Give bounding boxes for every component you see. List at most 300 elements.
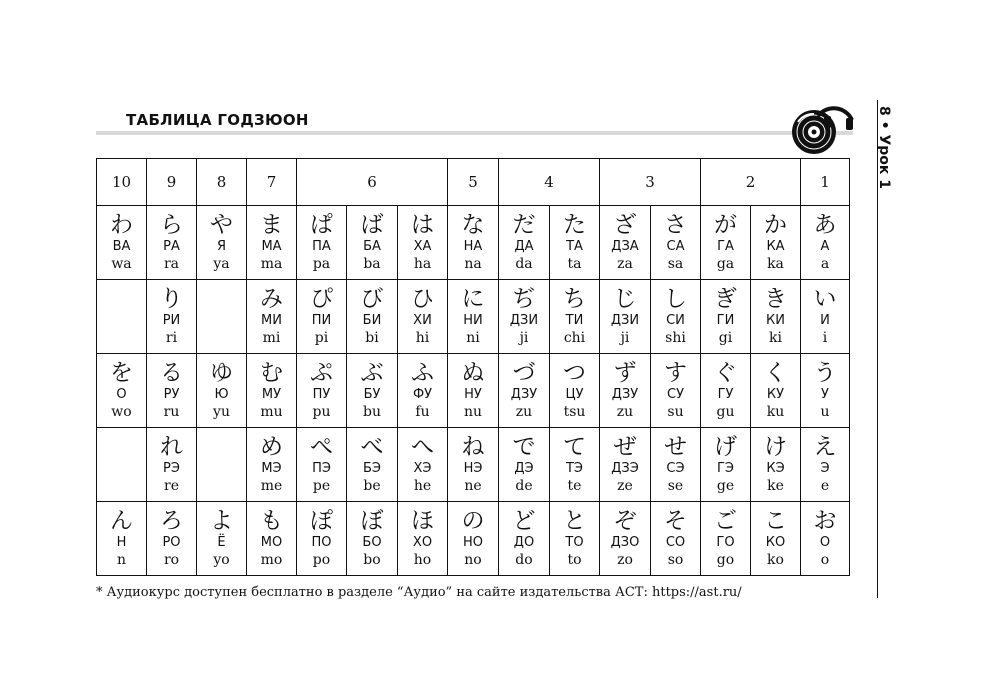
- cyrillic-reading: Н: [116, 534, 127, 550]
- romaji-reading: n: [116, 551, 127, 568]
- romaji-reading: wa: [111, 255, 132, 272]
- kana-char: よ: [210, 507, 233, 534]
- cyrillic-reading: БА: [363, 238, 381, 254]
- kana-cell: [651, 354, 701, 428]
- table-row: [97, 354, 850, 428]
- romaji-reading: ho: [413, 551, 432, 568]
- cyrillic-reading: ПУ: [312, 386, 331, 402]
- cyrillic-reading: БУ: [363, 386, 381, 402]
- kana-cell: [398, 354, 448, 428]
- romaji-reading: me: [260, 477, 283, 494]
- cyrillic-reading: ПО: [311, 534, 332, 550]
- kana-cell: [347, 502, 398, 576]
- romaji-reading: do: [515, 551, 533, 568]
- romaji-reading: ru: [163, 403, 180, 420]
- kana-cell: [751, 428, 801, 502]
- kana-char: む: [260, 359, 283, 386]
- kana-char: け: [764, 433, 787, 460]
- cyrillic-reading: СО: [665, 534, 686, 550]
- kana-cell: [499, 206, 550, 280]
- kana-cell: [651, 428, 701, 502]
- kana-cell: [600, 206, 651, 280]
- romaji-reading: ku: [766, 403, 785, 420]
- kana-char: な: [461, 211, 485, 238]
- romaji-reading: gu: [716, 403, 735, 420]
- romaji-reading: chi: [563, 329, 586, 346]
- kana-cell: [801, 354, 850, 428]
- cyrillic-reading: ДЗУ: [510, 386, 538, 402]
- romaji-reading: mu: [260, 403, 283, 420]
- title-underline: [96, 131, 853, 135]
- kana-char: ぱ: [310, 211, 333, 238]
- kana-cell: [197, 280, 247, 354]
- kana-cell: [297, 502, 347, 576]
- cyrillic-reading: ДО: [513, 534, 535, 550]
- romaji-reading: no: [464, 551, 482, 568]
- kana-char: め: [260, 433, 283, 460]
- kana-cell: [97, 206, 147, 280]
- kana-char: つ: [563, 359, 586, 386]
- kana-char: じ: [613, 285, 637, 312]
- kana-cell: [347, 354, 398, 428]
- cyrillic-reading: Я: [216, 238, 227, 254]
- romaji-reading: ba: [363, 255, 381, 272]
- kana-cell: [701, 280, 751, 354]
- kana-char: も: [260, 507, 283, 534]
- romaji-reading: zu: [515, 403, 533, 420]
- kana-char: さ: [664, 211, 687, 238]
- cyrillic-reading: НИ: [463, 312, 483, 328]
- kana-cell: [297, 428, 347, 502]
- romaji-reading: be: [363, 477, 381, 494]
- romaji-reading: mo: [260, 551, 283, 568]
- romaji-reading: shi: [665, 329, 686, 346]
- romaji-reading: o: [820, 551, 830, 568]
- kana-char: ひ: [411, 285, 434, 312]
- kana-cell: [600, 354, 651, 428]
- cyrillic-reading: МО: [260, 534, 283, 550]
- romaji-reading: hi: [415, 329, 430, 346]
- cyrillic-reading: ДЗИ: [610, 312, 640, 328]
- kana-cell: [347, 428, 398, 502]
- kana-cell: [448, 280, 499, 354]
- column-header: 2: [701, 159, 801, 206]
- romaji-reading: ma: [260, 255, 283, 272]
- cyrillic-reading: НА: [463, 238, 483, 254]
- kana-char: ぬ: [461, 359, 485, 386]
- cyrillic-reading: КИ: [766, 312, 785, 328]
- cyrillic-reading: У: [821, 386, 829, 402]
- romaji-reading: se: [667, 477, 684, 494]
- kana-cell: [247, 502, 297, 576]
- column-header: 10: [97, 159, 147, 206]
- kana-cell: [801, 206, 850, 280]
- cyrillic-reading: ХИ: [413, 312, 432, 328]
- cyrillic-reading: ГЭ: [716, 460, 734, 476]
- cyrillic-reading: ДЗИ: [509, 312, 539, 328]
- side-label-wrap: [862, 106, 892, 196]
- cyrillic-reading: ХЭ: [413, 460, 432, 476]
- romaji-reading: ze: [617, 477, 633, 494]
- romaji-reading: zo: [617, 551, 633, 568]
- kana-char: ず: [613, 359, 637, 386]
- kana-char: ぢ: [512, 285, 536, 312]
- romaji-reading: ji: [620, 329, 630, 346]
- footnote: * Аудиокурс доступен бесплатно в разделе “Аудио” на сайте издательства АСТ: https://ast.ru/: [96, 585, 742, 600]
- cyrillic-reading: ТА: [566, 238, 583, 254]
- kana-char: ど: [512, 507, 536, 534]
- table-row: [97, 206, 850, 280]
- kana-char: は: [411, 211, 434, 238]
- page-lesson-label: 8 • Урок 1: [876, 106, 892, 189]
- romaji-reading: pa: [312, 255, 331, 272]
- kana-char: で: [512, 433, 536, 460]
- romaji-reading: ko: [767, 551, 784, 568]
- cyrillic-reading: МУ: [261, 386, 282, 402]
- romaji-reading: so: [667, 551, 684, 568]
- romaji-reading: ge: [716, 477, 735, 494]
- kana-cell: [600, 280, 651, 354]
- kana-char: ぎ: [714, 285, 737, 312]
- cyrillic-reading: НУ: [464, 386, 482, 402]
- kana-char: に: [461, 285, 485, 312]
- romaji-reading: da: [515, 255, 533, 272]
- kana-char: き: [764, 285, 787, 312]
- kana-cell: [801, 280, 850, 354]
- audio-disc-icon[interactable]: [784, 98, 856, 158]
- cyrillic-reading: КО: [765, 534, 786, 550]
- romaji-reading: to: [567, 551, 582, 568]
- kana-char: れ: [160, 433, 183, 460]
- kana-cell: [147, 428, 197, 502]
- kana-char: ば: [360, 211, 384, 238]
- kana-cell: [801, 502, 850, 576]
- romaji-reading: ya: [213, 255, 230, 272]
- cyrillic-reading: СЭ: [666, 460, 685, 476]
- kana-cell: [600, 502, 651, 576]
- cyrillic-reading: МА: [261, 238, 282, 254]
- romaji-reading: a: [820, 255, 830, 272]
- cyrillic-reading: ВА: [112, 238, 131, 254]
- romaji-reading: te: [567, 477, 582, 494]
- romaji-reading: tsu: [563, 403, 586, 420]
- romaji-reading: nu: [463, 403, 483, 420]
- cyrillic-reading: ГУ: [717, 386, 734, 402]
- cyrillic-reading: ГА: [717, 238, 734, 254]
- kana-char: と: [563, 507, 586, 534]
- kana-cell: [398, 502, 448, 576]
- kana-char: ん: [110, 507, 133, 534]
- column-header: 7: [247, 159, 297, 206]
- kana-char: や: [210, 211, 233, 238]
- cyrillic-reading: РО: [162, 534, 181, 550]
- kana-char: づ: [512, 359, 536, 386]
- kana-char: ぴ: [310, 285, 333, 312]
- romaji-reading: ha: [413, 255, 432, 272]
- kana-cell: [701, 206, 751, 280]
- kana-char: ま: [260, 211, 283, 238]
- romaji-reading: ga: [716, 255, 735, 272]
- kana-cell: [247, 280, 297, 354]
- cyrillic-reading: О: [116, 386, 127, 402]
- romaji-reading: ro: [163, 551, 180, 568]
- cyrillic-reading: ТО: [565, 534, 584, 550]
- kana-cell: [801, 428, 850, 502]
- romaji-reading: yu: [213, 403, 230, 420]
- kana-cell: [550, 428, 600, 502]
- kana-char: る: [160, 359, 183, 386]
- kana-cell: [147, 502, 197, 576]
- kana-cell: [398, 428, 448, 502]
- kana-cell: [651, 280, 701, 354]
- romaji-reading: e: [820, 477, 830, 494]
- kana-cell: [751, 280, 801, 354]
- romaji-reading: he: [413, 477, 432, 494]
- kana-char: ぶ: [360, 359, 384, 386]
- kana-char: ぺ: [310, 433, 333, 460]
- kana-char: へ: [411, 433, 434, 460]
- cyrillic-reading: Ё: [217, 534, 226, 550]
- cyrillic-reading: СУ: [667, 386, 684, 402]
- romaji-reading: ke: [767, 477, 784, 494]
- kana-char: み: [260, 285, 283, 312]
- kana-cell: [147, 206, 197, 280]
- romaji-reading: ki: [769, 329, 782, 346]
- romaji-reading: pe: [312, 477, 331, 494]
- kana-cell: [297, 206, 347, 280]
- cyrillic-reading: БО: [362, 534, 382, 550]
- kana-char: の: [461, 507, 485, 534]
- kana-char: す: [664, 359, 687, 386]
- kana-cell: [347, 280, 398, 354]
- cyrillic-reading: ДЭ: [514, 460, 534, 476]
- cyrillic-reading: ХО: [412, 534, 433, 550]
- kana-char: い: [813, 285, 837, 312]
- kana-char: う: [813, 359, 837, 386]
- kana-char: を: [110, 359, 133, 386]
- kana-cell: [97, 502, 147, 576]
- kana-cell: [247, 206, 297, 280]
- kana-char: り: [160, 285, 183, 312]
- cyrillic-reading: СИ: [666, 312, 685, 328]
- kana-char: か: [764, 211, 787, 238]
- cyrillic-reading: И: [820, 312, 830, 328]
- kana-char: が: [714, 211, 737, 238]
- romaji-reading: bu: [363, 403, 381, 420]
- kana-cell: [448, 354, 499, 428]
- kana-cell: [347, 206, 398, 280]
- kana-cell: [97, 354, 147, 428]
- romaji-reading: zu: [616, 403, 634, 420]
- kana-cell: [297, 354, 347, 428]
- kana-cell: [197, 502, 247, 576]
- cyrillic-reading: ПИ: [311, 312, 332, 328]
- kana-cell: [651, 206, 701, 280]
- kana-char: ざ: [613, 211, 637, 238]
- kana-char: ぜ: [613, 433, 637, 460]
- romaji-reading: u: [820, 403, 830, 420]
- kana-char: だ: [512, 211, 536, 238]
- kana-cell: [197, 428, 247, 502]
- romaji-reading: bo: [363, 551, 381, 568]
- cyrillic-reading: ТИ: [565, 312, 584, 328]
- cyrillic-reading: А: [820, 238, 830, 254]
- kana-char: わ: [110, 211, 133, 238]
- romaji-reading: su: [667, 403, 684, 420]
- romaji-reading: ta: [567, 255, 582, 272]
- cyrillic-reading: НО: [462, 534, 483, 550]
- kana-char: ね: [461, 433, 485, 460]
- kana-char: え: [813, 433, 837, 460]
- kana-char: し: [664, 285, 687, 312]
- romaji-reading: za: [617, 255, 633, 272]
- cyrillic-reading: МЭ: [261, 460, 282, 476]
- kana-cell: [751, 354, 801, 428]
- kana-char: く: [764, 359, 787, 386]
- kana-char: あ: [813, 211, 837, 238]
- kana-char: て: [563, 433, 586, 460]
- kana-cell: [147, 354, 197, 428]
- kana-char: こ: [764, 507, 787, 534]
- kana-cell: [550, 280, 600, 354]
- romaji-reading: na: [464, 255, 482, 272]
- kana-cell: [701, 354, 751, 428]
- kana-char: ぷ: [310, 359, 333, 386]
- cyrillic-reading: ДЗЭ: [611, 460, 639, 476]
- kana-char: そ: [664, 507, 687, 534]
- kana-cell: [448, 206, 499, 280]
- cyrillic-reading: О: [819, 534, 831, 550]
- romaji-reading: ni: [466, 329, 480, 346]
- kana-cell: [448, 428, 499, 502]
- cyrillic-reading: РУ: [163, 386, 180, 402]
- cyrillic-reading: МИ: [261, 312, 282, 328]
- romaji-reading: fu: [415, 403, 430, 420]
- kana-cell: [448, 502, 499, 576]
- cyrillic-reading: РА: [163, 238, 180, 254]
- kana-cell: [197, 354, 247, 428]
- cyrillic-reading: ДЗО: [610, 534, 640, 550]
- kana-char: ろ: [160, 507, 183, 534]
- kana-cell: [247, 354, 297, 428]
- romaji-reading: re: [164, 477, 179, 494]
- kana-cell: [197, 206, 247, 280]
- romaji-reading: ka: [767, 255, 784, 272]
- cyrillic-reading: БЭ: [363, 460, 381, 476]
- romaji-reading: po: [312, 551, 331, 568]
- kana-cell: [499, 502, 550, 576]
- cyrillic-reading: КЭ: [766, 460, 785, 476]
- kana-char: ら: [160, 211, 183, 238]
- romaji-reading: ra: [163, 255, 180, 272]
- cyrillic-reading: Ю: [214, 386, 229, 402]
- romaji-reading: mi: [262, 329, 281, 346]
- kana-cell: [97, 428, 147, 502]
- kana-char: ふ: [411, 359, 434, 386]
- cyrillic-reading: ДЗА: [611, 238, 639, 254]
- kana-char: び: [360, 285, 384, 312]
- column-header: 3: [600, 159, 701, 206]
- kana-cell: [398, 206, 448, 280]
- cyrillic-reading: ПЭ: [312, 460, 331, 476]
- kana-char: げ: [714, 433, 737, 460]
- romaji-reading: sa: [667, 255, 684, 272]
- kana-char: ご: [714, 507, 737, 534]
- cyrillic-reading: НЭ: [463, 460, 483, 476]
- kana-cell: [701, 428, 751, 502]
- kana-char: ほ: [411, 507, 434, 534]
- kana-cell: [247, 428, 297, 502]
- gojuon-table: [96, 158, 850, 576]
- kana-char: ち: [563, 285, 586, 312]
- romaji-reading: gi: [718, 329, 733, 346]
- cyrillic-reading: ГИ: [716, 312, 735, 328]
- kana-cell: [751, 502, 801, 576]
- romaji-reading: de: [515, 477, 533, 494]
- kana-cell: [97, 280, 147, 354]
- cyrillic-reading: КУ: [766, 386, 785, 402]
- romaji-reading: i: [822, 329, 828, 346]
- header-row: [97, 159, 850, 206]
- column-header: 1: [801, 159, 850, 206]
- kana-char: ぼ: [360, 507, 384, 534]
- kana-cell: [297, 280, 347, 354]
- cyrillic-reading: ФУ: [412, 386, 433, 402]
- kana-char: べ: [360, 433, 384, 460]
- kana-cell: [499, 428, 550, 502]
- kana-char: せ: [664, 433, 687, 460]
- kana-cell: [651, 502, 701, 576]
- cyrillic-reading: ПА: [312, 238, 331, 254]
- romaji-reading: wo: [111, 403, 132, 420]
- romaji-reading: pi: [314, 329, 329, 346]
- kana-char: ぽ: [310, 507, 333, 534]
- romaji-reading: bi: [365, 329, 379, 346]
- column-header: 9: [147, 159, 197, 206]
- romaji-reading: ne: [464, 477, 482, 494]
- column-header: 6: [297, 159, 448, 206]
- kana-cell: [499, 354, 550, 428]
- romaji-reading: go: [716, 551, 735, 568]
- kana-char: た: [563, 211, 586, 238]
- column-header: 5: [448, 159, 499, 206]
- kana-cell: [550, 206, 600, 280]
- table-row: [97, 428, 850, 502]
- kana-cell: [147, 280, 197, 354]
- cyrillic-reading: ДЗУ: [611, 386, 639, 402]
- column-header: 4: [499, 159, 600, 206]
- cyrillic-reading: ГО: [716, 534, 735, 550]
- kana-cell: [499, 280, 550, 354]
- table-row: [97, 280, 850, 354]
- page-title: ТАБЛИЦА ГОДЗЮОН: [126, 111, 309, 129]
- cyrillic-reading: ДА: [514, 238, 534, 254]
- kana-cell: [751, 206, 801, 280]
- cyrillic-reading: РЭ: [163, 460, 180, 476]
- romaji-reading: ri: [165, 329, 178, 346]
- cyrillic-reading: ХА: [413, 238, 432, 254]
- kana-cell: [398, 280, 448, 354]
- cyrillic-reading: Э: [820, 460, 830, 476]
- cyrillic-reading: РИ: [162, 312, 181, 328]
- kana-cell: [550, 502, 600, 576]
- kana-cell: [600, 428, 651, 502]
- kana-char: ゆ: [210, 359, 233, 386]
- column-header: 8: [197, 159, 247, 206]
- cyrillic-reading: КА: [766, 238, 785, 254]
- kana-char: ぐ: [714, 359, 737, 386]
- kana-cell: [550, 354, 600, 428]
